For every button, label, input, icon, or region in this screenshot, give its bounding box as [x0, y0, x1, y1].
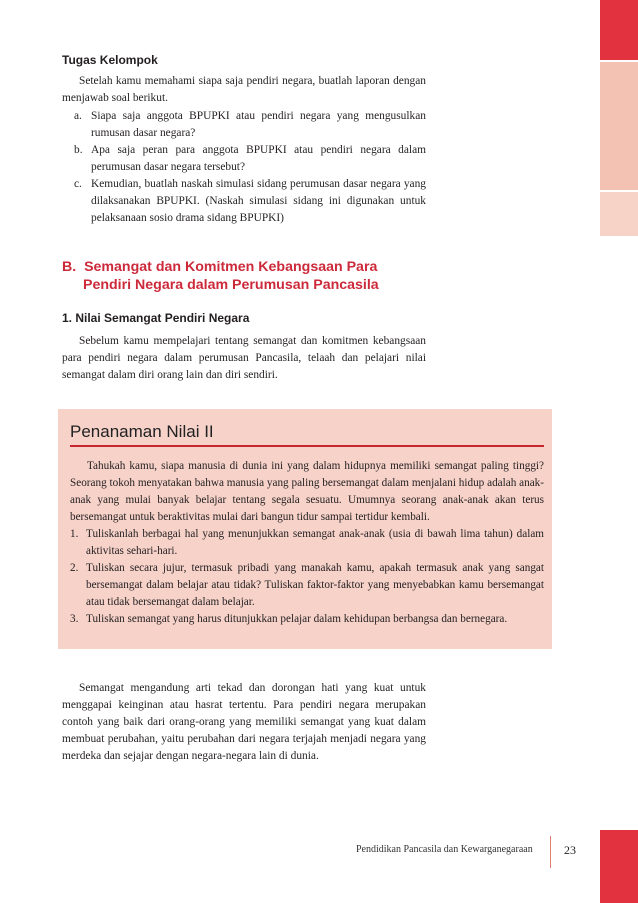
task-item [62, 142, 426, 176]
value-box-item [70, 526, 544, 560]
value-box-list [70, 526, 544, 628]
task-text: Kemudian, buatlah naskah simulasi sidang perumusan dasar negara yang dilaksanakan BPUPKI. (Naskah simulasi sidang ini digunakan untuk pelaksanaan sosio drama sidang BPUPKI) [91, 178, 426, 224]
value-box-title: Penanaman Nilai II [70, 422, 214, 441]
value-box-text: Tuliskanlah berbagai hal yang menunjukkan semangat anak-anak (usia di bawah lima tahun) dalam aktivitas sehari-hari. [86, 528, 544, 557]
edge-tab-light-2 [600, 192, 638, 236]
page-number: 23 [564, 843, 576, 857]
task-text: Apa saja peran para anggota BPUPKI atau pendiri negara dalam perumusan dasar negara tersebut? [91, 144, 426, 173]
value-box-item [70, 611, 544, 628]
task-text: Siapa saja anggota BPUPKI atau pendiri negara yang mengusulkan rumusan dasar negara? [91, 110, 426, 139]
footer-divider [550, 836, 551, 868]
value-box-body [70, 458, 544, 628]
task-item [62, 108, 426, 142]
task-intro: Setelah kamu memahami siapa saja pendiri negara, buatlah laporan dengan menjawab soal berikut. [62, 75, 426, 104]
task-title: Tugas Kelompok [62, 53, 158, 67]
edge-tab-footer [600, 830, 638, 903]
subsection-title: 1. Nilai Semangat Pendiri Negara [62, 311, 250, 325]
edge-tab-light-1 [600, 62, 638, 190]
section-title [62, 258, 442, 294]
section-intro: Sebelum kamu mempelajari tentang semangat dan komitmen kebangsaan para pendiri negara dalam perumusan Pancasila, telaah dan pelajari nilai semangat dalam diri orang lain dan diri sendiri. [62, 335, 426, 381]
task-marker: c. [74, 178, 82, 190]
value-box-text: Tuliskan secara jujur, termasuk pribadi yang manakah kamu, apakah termasuk anak yang sangat bersemangat dalam belajar atau tidak? Tuliskan faktor-faktor yang menyebabkan kamu bersemangat atau tidak bersemangat dalam belajar. [86, 562, 544, 608]
value-box-marker: 2. [70, 562, 79, 574]
value-box-marker: 3. [70, 613, 79, 625]
task-list [62, 108, 426, 227]
task-marker: a. [74, 110, 82, 122]
value-box-paragraph: Tahukah kamu, siapa manusia di dunia ini yang dalam hidupnya memiliki semangat paling tinggi? Seorang tokoh menyatakan bahwa manusia yang paling bersemangat dalam menjalani hidup adalah anak-anak yang mulai banyak belajar tentang segala sesuatu. Umumnya seorang anak-anak akan terus bersemangat untuk beraktivitas mulai dari bangun tidur sampai tertidur kembali. [70, 460, 544, 523]
value-box-divider [70, 445, 544, 447]
task-item [62, 176, 426, 227]
value-box-item [70, 560, 544, 611]
value-box-marker: 1. [70, 528, 79, 540]
closing-paragraph: Semangat mengandung arti tekad dan dorongan hati yang kuat untuk menggapai keinginan atau hasrat tertentu. Para pendiri negara merupakan contoh yang baik dari orang-orang yang memiliki semangat yang kuat dalam membuat perubahan, yaitu perubahan dari negara terjajah menjadi negara yang merdeka dan sejajar dengan negara-negara lain di dunia. [62, 682, 426, 762]
task-marker: b. [74, 144, 83, 156]
footer-book-title: Pendidikan Pancasila dan Kewarganegaraan [356, 844, 533, 855]
section-title-line1: B. Semangat dan Komitmen Kebangsaan Para [62, 259, 378, 275]
edge-tab-dark [600, 0, 638, 60]
value-box-text: Tuliskan semangat yang harus ditunjukkan pelajar dalam kehidupan berbangsa dan bernegara. [86, 613, 508, 625]
section-title-line2: Pendiri Negara dalam Perumusan Pancasila [83, 277, 379, 293]
value-box [58, 409, 552, 649]
